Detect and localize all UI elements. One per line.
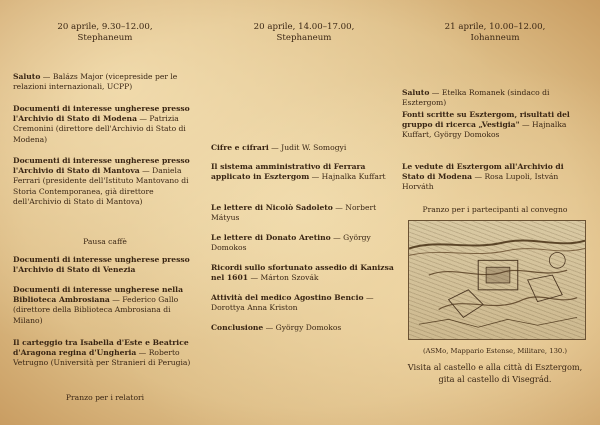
coffee-break: Pausa caffè [83,237,127,246]
lunch-note: Pranzo per i relatori [65,393,145,402]
session-header [13,22,197,45]
programme-entry: Il carteggio tra Isabella d'Este e Beatrice d'Aragona regina d'Ungheria — Roberto Vetrugno (Università per Stranieri di Perugia) [13,338,191,368]
programme-entry: Saluto — Balázs Major (vicepreside per le relazioni internazionali, UCPP) [13,72,178,92]
session-place: Stephaneum [276,33,332,44]
programme-entry: Le lettere di Donato Aretino — György Domokos [211,233,371,253]
session-date: 21 aprile, 10.00–12.00, [444,22,546,32]
map-caption: (ASMo, Mappario Estense, Militare, 130.) [422,347,568,355]
programme-entry: Documenti di interesse ungherese presso l'Archivio di Stato di Modena — Patrizia Cremonini (direttore dell'Archivio di Stato di Modena) [13,104,190,144]
esztergom-map-image [408,220,586,340]
excursion-line-2: gita al castello di Visegrád. [438,374,552,384]
session-date: 20 aprile, 9.30–12.00, [57,22,153,32]
excursion-line-1: Visita al castello e alla città di Esztergom, [407,362,583,372]
programme-entry: Conclusione — György Domokos [211,323,342,332]
programme-entry: Documenti di interesse ungherese presso l'Archivio di Stato di Venezia [13,255,190,275]
programme-entry: Il sistema amministrativo di Ferrara applicato in Esztergom — Hajnalka Kuffart [211,162,386,182]
programme-entry: Fonti scritte su Esztergom, risultati del gruppo di ricerca „Vestigia" — Hajnalka Kuffart, György Domokos [402,110,570,140]
programme-entry: Documenti di interesse ungherese nella Biblioteca Ambrosiana — Federico Gallo (direttore della Biblioteca Ambrosiana di Milano) [13,285,183,325]
session-place: Stephaneum [77,33,133,44]
programme-entry: Le vedute di Esztergom all'Archivio di Stato di Modena — Rosa Lupoli, István Horváth [402,162,564,192]
programme-entry: Le lettere di Nicolò Sadoleto — Norbert Mátyus [211,203,377,223]
programme-entry: Saluto — Etelka Romanek (sindaco di Esztergom) [402,88,550,108]
session-place: Iohanneum [470,33,520,44]
map-illustration [409,221,585,339]
session-header [211,22,397,45]
programme-entry: Cifre e cifrari — Judit W. Somogyi [211,143,347,152]
session-header [402,22,588,45]
lunch-note: Pranzo per i partecipanti al convegno [422,205,568,214]
session-date: 20 aprile, 14.00–17.00, [253,22,355,32]
programme-entry: Attività del medico Agostino Bencio — Dorottya Anna Kriston [211,293,374,313]
programme-entry: Documenti di interesse ungherese presso l'Archivio di Stato di Mantova — Daniela Ferrari (presidente dell'Istituto Mantovano di Storia Contemporanea, già direttore dell'Archivio di Stato di Mantova) [13,156,190,206]
programme-entry: Ricordi sullo sfortunato assedio di Kanizsa nel 1601 — Márton Szovák [211,263,394,283]
